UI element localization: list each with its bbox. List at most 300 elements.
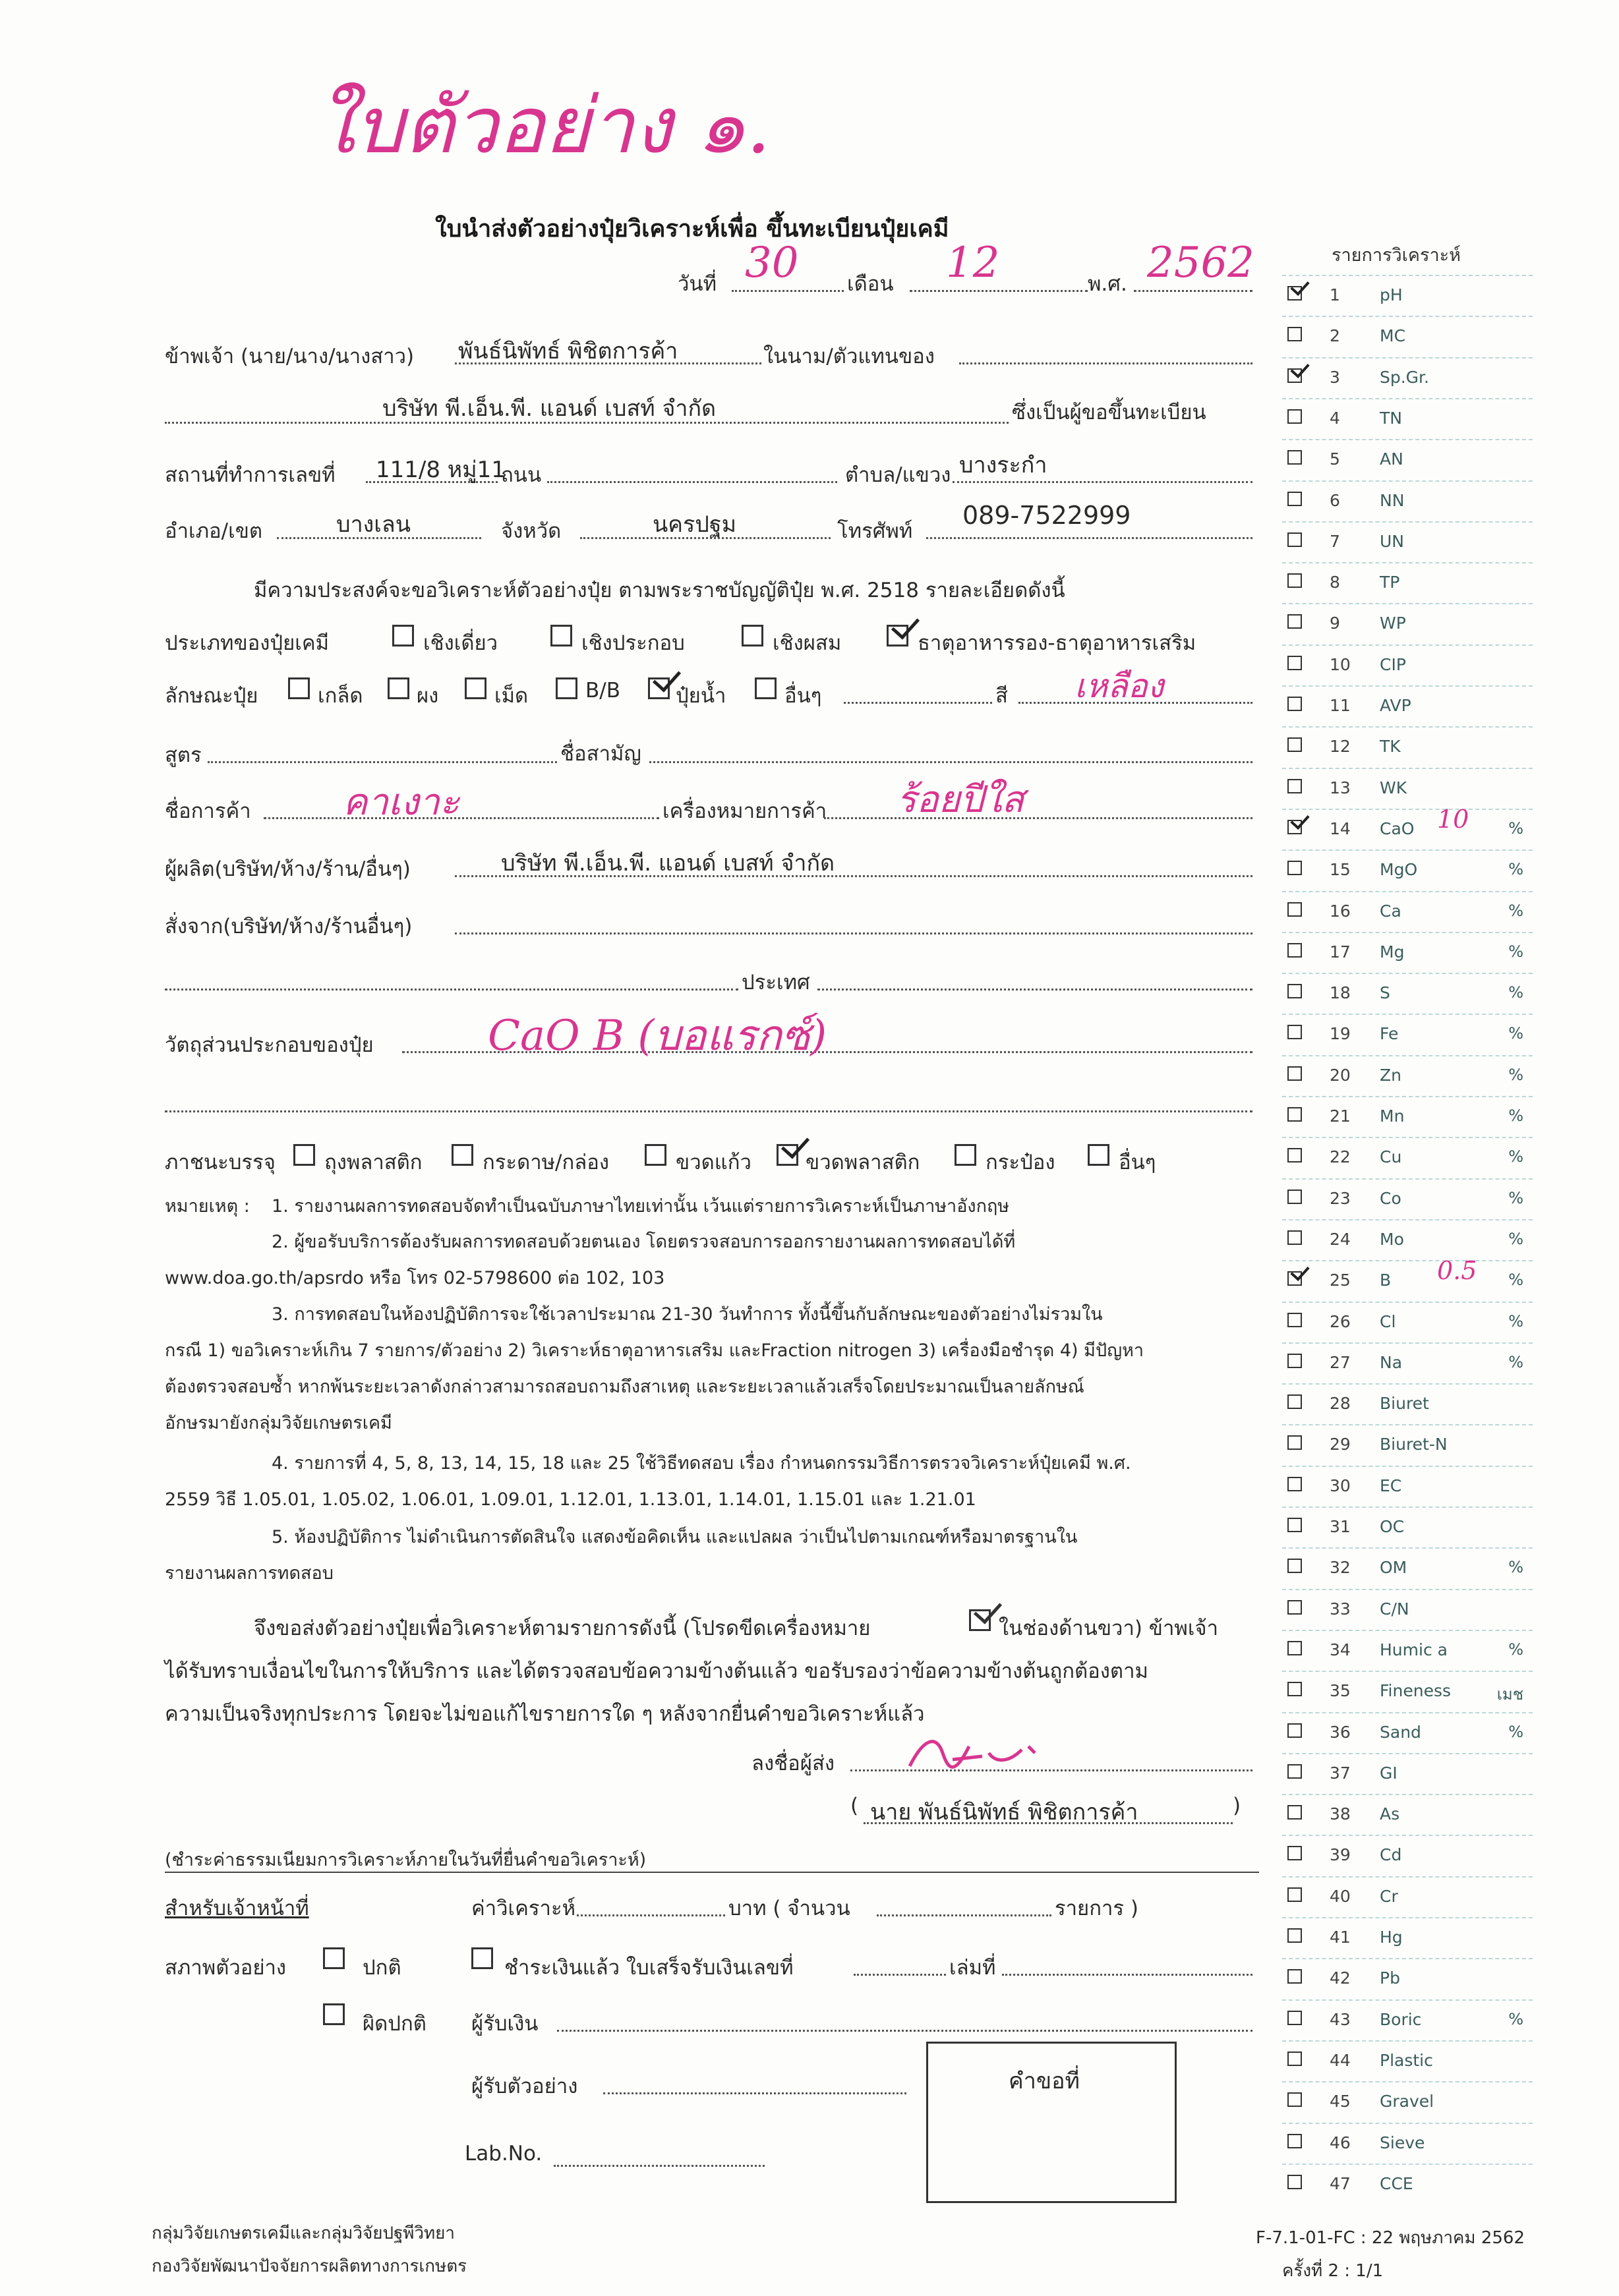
analysis-item-number: 41 [1330,1928,1351,1947]
analysis-item-unit: % [1508,1229,1523,1248]
applicant-name[interactable]: พันธ์นิพัทธ์ พิชิตการค้า [458,338,678,364]
analysis-item-number: 4 [1330,408,1340,428]
trademark-label: เครื่องหมายการค้า [662,799,827,823]
analysis-item-number: 40 [1330,1886,1351,1906]
signature-label: ลงชื่อผู้ส่ง [751,1752,835,1775]
analysis-item-unit: % [1508,983,1523,1002]
fee-label: ค่าวิเคราะห์ [471,1897,576,1920]
analysis-item[interactable] [1282,398,1533,440]
analysis-checkbox[interactable] [1287,2092,1302,2107]
paid-checkbox[interactable] [471,1947,493,1969]
analysis-item-label: Plastic [1380,2050,1433,2070]
analysis-item-number: 8 [1330,573,1340,592]
analysis-checkbox[interactable] [1287,2052,1302,2066]
analysis-item[interactable] [1282,1014,1533,1056]
analysis-checkbox[interactable] [1287,409,1302,424]
analysis-item[interactable] [1282,1256,1533,1302]
analysis-checkbox[interactable] [1287,697,1302,711]
district-label: อำเภอ/เขต [165,519,263,543]
analysis-item-unit: % [1508,1311,1523,1331]
analysis-item-label: pH [1380,285,1403,304]
condition-abnormal-checkbox[interactable] [323,2003,345,2025]
form-granule-label: เม็ด [494,684,529,708]
analysis-item-unit: % [1508,901,1523,920]
note-1: 1. รายงานผลการทดสอบจัดทำเป็นฉบับภาษาไทยเท่านั้น เว้นแต่รายการวิเคราะห์เป็นภาษาอังกฤษ [272,1196,1010,1217]
applicant-company[interactable]: บริษัท พี.เอ็น.พี. แอนด์ เบสท์ จำกัด [382,395,717,422]
analysis-item-unit: % [1508,2009,1523,2028]
analysis-item-number: 45 [1330,2092,1351,2111]
analysis-checkbox[interactable] [1287,2175,1302,2189]
analysis-checkbox[interactable] [1287,656,1302,670]
analysis-item-label: AN [1380,449,1403,469]
signature-close-paren: ) [1233,1794,1241,1818]
analysis-checkbox[interactable] [1287,820,1302,834]
analysis-item-number: 22 [1330,1147,1351,1167]
analysis-checkbox[interactable] [1287,1271,1302,1286]
analysis-checkbox[interactable] [1287,1600,1302,1615]
analysis-item-label: Humic a [1380,1640,1448,1659]
request-no-label: คำขอที่ [1009,2068,1080,2094]
district-value[interactable]: บางเลน [336,511,411,538]
analysis-item-number: 26 [1330,1311,1351,1331]
analysis-item[interactable] [1282,1137,1533,1179]
analysis-item-label: AVP [1380,696,1411,715]
analysis-checkbox[interactable] [1287,327,1302,341]
analysis-item[interactable] [1282,275,1533,317]
analysis-item-number: 27 [1330,1352,1351,1372]
footer-org-1: กลุ่มวิจัยเกษตรเคมีและกลุ่มวิจัยปฐพีวิทยา [152,2224,456,2243]
date-day-label: วันที่ [678,272,717,296]
analysis-item[interactable] [1282,1342,1533,1385]
analysis-item-number: 37 [1330,1763,1351,1783]
analysis-item-label: TK [1380,737,1401,757]
analysis-item-label: OC [1380,1517,1405,1536]
trademark-value[interactable]: ร้อยปีใส [897,778,1024,821]
analysis-item-label: CCE [1380,2173,1413,2193]
analysis-item-label: As [1380,1804,1400,1824]
check-mark-icon [1290,276,1309,296]
analysis-item-number: 2 [1330,326,1340,346]
pack-can-label: กระป๋อง [986,1151,1055,1174]
analysis-item-unit: % [1508,1352,1523,1371]
analysis-item[interactable] [1282,1630,1533,1672]
note-5a: 5. ห้องปฏิบัติการ ไม่ดำเนินการตัดสินใจ แสดงข้อคิดเห็น และแปลผล ว่าเป็นไปตามเกณฑ์หรือมาตรฐานใน [272,1527,1078,1547]
analysis-checkbox[interactable] [1287,984,1302,998]
pack-glass-bottle-label: ขวดแก้ว [676,1151,751,1174]
analysis-item[interactable] [1282,1999,1533,2042]
analysis-panel [1282,234,1533,2204]
analysis-item[interactable] [1282,2040,1533,2082]
analysis-checkbox[interactable] [1287,1846,1302,1860]
trade-name-value[interactable]: คาเงาะ [343,781,459,824]
analysis-item[interactable] [1282,685,1533,728]
analysis-item[interactable] [1282,1917,1533,1959]
analysis-item-number: 5 [1330,449,1340,469]
analysis-item-number: 24 [1330,1229,1351,1249]
ordered-from-label: สั่งจาก(บริษัท/ห้าง/ร้านอื่นๆ) [165,915,413,938]
sample-receiver-label: ผู้รับตัวอย่าง [471,2075,578,2098]
officer-heading: สำหรับเจ้าหน้าที่ [165,1897,309,1920]
note-2b: www.doa.go.th/apsrdo หรือ โทร 02-5798600 ต่อ 102, 103 [165,1268,665,1288]
analysis-item[interactable] [1282,932,1533,974]
on-behalf-label: ในนาม/ตัวแทนของ [763,345,935,368]
baht-label: บาท ( จำนวน [728,1897,850,1920]
analysis-item-label: Zn [1380,1065,1401,1085]
analysis-checkbox[interactable] [1287,737,1302,752]
analysis-item-number: 9 [1330,614,1340,633]
type-compound-label: เชิงประกอบ [581,631,685,655]
analysis-item-number: 47 [1330,2173,1351,2193]
analysis-item-label: Pb [1380,1968,1400,1988]
analysis-item-label: MgO [1380,860,1418,880]
analysis-item-number: 46 [1330,2133,1351,2152]
pack-paper-box-label: กระดาษ/กล่อง [483,1151,610,1174]
analysis-item-number: 38 [1330,1804,1351,1824]
form-bb-label: B/B [585,679,620,703]
pack-other-checkbox[interactable] [1088,1144,1109,1166]
signature-name[interactable]: นาย พันธ์นิพัทธ์ พิชิตการค้า [870,1799,1138,1825]
subdistrict-label: ตำบล/แขวง [845,463,951,487]
road-label: ถนน [501,463,542,487]
analysis-item-unit: % [1508,1147,1523,1166]
analysis-item-number: 15 [1330,860,1351,880]
declaration-example-checkbox [969,1609,991,1631]
analysis-item-number: 11 [1330,696,1351,715]
analysis-item[interactable] [1282,521,1533,563]
analysis-checkbox[interactable] [1287,1066,1302,1081]
analysis-checkbox[interactable] [1287,1805,1302,1820]
ingredients-label: วัตถุส่วนประกอบของปุ๋ย [165,1033,374,1057]
analysis-item-number: 44 [1330,2050,1351,2070]
analysis-checkbox[interactable] [1287,1190,1302,1204]
analysis-checkbox[interactable] [1287,1887,1302,1902]
paid-label: ชำระเงินแล้ว ใบเสร็จรับเงินเลขที่ [504,1956,794,1980]
common-name-label: ชื่อสามัญ [560,742,641,766]
analysis-checkbox[interactable] [1287,1435,1302,1450]
analysis-item[interactable] [1282,849,1533,892]
analysis-item-number: 16 [1330,901,1351,921]
place-value[interactable]: 111/8 หมู่11 [376,457,506,483]
fee-note: (ชำระค่าธรรมเนียมการวิเคราะห์ภายในวันที่ยื่นคำขอวิเคราะห์) [165,1850,647,1870]
book-label: เล่มที่ [949,1956,996,1980]
analysis-item-number: 23 [1330,1188,1351,1208]
analysis-item-unit: % [1508,818,1523,838]
packaging-label: ภาชนะบรรจุ [165,1151,276,1174]
analysis-item[interactable] [1282,1507,1533,1549]
analysis-item[interactable] [1282,973,1533,1015]
analysis-item-label: Fe [1380,1024,1399,1044]
analysis-item-label: Fineness [1380,1681,1452,1701]
check-mark-icon [1290,1261,1309,1281]
notes-label: หมายเหตุ : [165,1196,250,1217]
analysis-item-number: 28 [1330,1394,1351,1414]
analysis-item-label: Sieve [1380,2133,1425,2152]
pack-plastic-bottle-label: ขวดพลาสติก [806,1151,920,1174]
analysis-checkbox[interactable] [1287,943,1302,958]
analysis-item-label: Cr [1380,1886,1398,1906]
analysis-item[interactable] [1282,1958,1533,2000]
analysis-item[interactable] [1282,1178,1533,1220]
analysis-item-unit: % [1508,942,1523,961]
analysis-checkbox[interactable] [1287,1107,1302,1122]
analysis-item[interactable] [1282,804,1533,851]
color-label: สี [995,684,1008,708]
analysis-checkbox[interactable] [1287,1641,1302,1655]
analysis-checkbox[interactable] [1287,1354,1302,1368]
analysis-item[interactable] [1282,1671,1533,1713]
analysis-checkbox[interactable] [1287,368,1302,383]
analysis-item-label: Gravel [1380,2092,1434,2111]
analysis-item[interactable] [1282,726,1533,768]
analysis-item-unit: % [1508,1106,1523,1125]
analysis-item-label: Ca [1380,901,1401,921]
analysis-item-number: 39 [1330,1845,1351,1865]
province-label: จังหวัด [501,519,562,543]
note-3a: 3. การทดสอบในห้องปฏิบัติการจะใช้เวลาประมาณ 21-30 วันทำการ ทั้งนี้ขึ้นกับลักษณะของตัวอย่างไม่รวมใน [272,1304,1103,1325]
manufacturer-label: ผู้ผลิต(บริษัท/ห้าง/ร้าน/อื่นๆ) [165,857,411,881]
form-granule-checkbox[interactable] [465,677,486,699]
analysis-checkbox[interactable] [1287,1969,1302,1984]
condition-normal-checkbox[interactable] [323,1947,345,1969]
analysis-checkbox[interactable] [1287,2134,1302,2148]
analysis-item[interactable] [1282,1712,1533,1754]
analysis-item[interactable] [1282,2081,1533,2123]
analysis-item-number: 3 [1330,367,1340,387]
analysis-item-value[interactable]: 0.5 [1437,1256,1477,1286]
declaration-p2: ได้รับทราบเงื่อนไขในการให้บริการ และได้ตรวจสอบข้อความข้างต้นแล้ว ขอรับรองว่าข้อความข้างต้นถูกต้องตาม [165,1659,1148,1683]
analysis-item[interactable] [1282,1424,1533,1466]
analysis-item-unit: % [1508,1188,1523,1207]
analysis-item-label: MC [1380,326,1406,346]
analysis-checkbox[interactable] [1287,450,1302,465]
note-5b: รายงานผลการทดสอบ [165,1563,334,1584]
type-single-checkbox[interactable] [392,625,414,646]
analysis-checkbox[interactable] [1287,532,1302,547]
analysis-item-label: S [1380,983,1390,1003]
analysis-checkbox[interactable] [1287,1394,1302,1409]
analysis-item[interactable] [1282,1876,1533,1918]
analysis-item-number: 33 [1330,1599,1351,1619]
analysis-item-label: Cl [1380,1311,1396,1331]
analysis-item-label: TP [1380,573,1400,592]
form-code: F-7.1-01-FC : 22 พฤษภาคม 2562 [1256,2228,1525,2248]
analysis-item-label: NN [1380,490,1405,510]
form-powder-checkbox[interactable] [388,677,409,699]
analysis-item-unit: % [1508,1558,1523,1577]
analysis-item[interactable] [1282,2123,1533,2165]
analysis-item-number: 6 [1330,490,1340,510]
analysis-checkbox[interactable] [1287,286,1302,301]
analysis-checkbox[interactable] [1287,1559,1302,1573]
declaration-p1: จึงขอส่งตัวอย่างปุ๋ยเพื่อวิเคราะห์ตามรายการดังนี้ (โปรดขีดเครื่องหมาย [254,1617,871,1640]
type-mixed-label: เชิงผสม [773,631,842,655]
analysis-checkbox[interactable] [1287,1723,1302,1738]
condition-abnormal-label: ผิดปกติ [363,2012,427,2036]
analysis-item-number: 19 [1330,1024,1351,1044]
analysis-item-unit: เมช [1496,1685,1523,1704]
analysis-checkbox[interactable] [1287,573,1302,588]
analysis-checkbox[interactable] [1287,1477,1302,1491]
analysis-item-number: 1 [1330,285,1340,304]
analysis-item[interactable] [1282,891,1533,933]
color-value[interactable]: เหลือง [1074,667,1164,705]
analysis-item[interactable] [1282,439,1533,481]
analysis-item-number: 20 [1330,1065,1351,1085]
analysis-checkbox[interactable] [1287,1230,1302,1245]
analysis-item-number: 13 [1330,778,1351,797]
analysis-checkbox[interactable] [1287,1313,1302,1327]
analysis-checkbox[interactable] [1287,861,1302,875]
analysis-checkbox[interactable] [1287,2011,1302,2025]
manufacturer-value[interactable]: บริษัท พี.เอ็น.พี. แอนด์ เบสท์ จำกัด [501,850,835,876]
check-mark-icon [1290,359,1309,378]
analysis-item-label: CIP [1380,654,1406,674]
analysis-item-label: TN [1380,408,1402,428]
analysis-item[interactable] [1282,1466,1533,1508]
analysis-item[interactable] [1282,480,1533,523]
analysis-checkbox[interactable] [1287,1025,1302,1039]
analysis-item-label: Cu [1380,1147,1402,1167]
analysis-item-number: 30 [1330,1476,1351,1495]
declaration-p1b: ในช่องด้านขวา) ข้าพเจ้า [999,1617,1219,1640]
date-day[interactable]: 30 [745,239,799,287]
analysis-checkbox[interactable] [1287,492,1302,506]
pack-paper-box-checkbox[interactable] [452,1144,473,1166]
analysis-item[interactable] [1282,1055,1533,1097]
analysis-item[interactable] [1282,2164,1533,2206]
analysis-item-label: C/N [1380,1599,1409,1619]
note-4b: 2559 วิธี 1.05.01, 1.05.02, 1.06.01, 1.09.01, 1.12.01, 1.13.01, 1.14.01, 1.15.01 และ 1.21.01 [165,1489,976,1510]
analysis-item[interactable] [1282,316,1533,358]
type-mixed-checkbox[interactable] [742,625,763,646]
analysis-item-unit: % [1508,1024,1523,1043]
applicant-name-label: ข้าพเจ้า (นาย/นาง/นางสาว) [165,345,415,368]
analysis-item-label: OM [1380,1558,1407,1578]
analysis-item[interactable] [1282,1794,1533,1836]
pack-plastic-bag-checkbox[interactable] [293,1144,315,1166]
note-3b: กรณี 1) ขอวิเคราะห์เกิน 7 รายการ/ตัวอย่าง 2) วิเคราะห์ธาตุอาหารเสริม และFraction nitrogen 3) เครื่องมือชำรุด 4) มีปัญหา [165,1340,1144,1361]
analysis-item-number: 34 [1330,1640,1351,1659]
date-year-label: พ.ศ. [1088,272,1127,296]
analysis-item[interactable] [1282,562,1533,604]
analysis-item-label: Cd [1380,1845,1402,1865]
analysis-item-number: 14 [1330,818,1351,838]
analysis-item[interactable] [1282,1302,1533,1344]
analysis-item-number: 25 [1330,1271,1351,1290]
type-compound-checkbox[interactable] [550,625,572,646]
analysis-item-unit: % [1508,1271,1523,1290]
footer-org-2: กองวิจัยพัฒนาปัจจัยการผลิตทางการเกษตร [152,2256,467,2276]
analysis-item-label: Mo [1380,1229,1404,1249]
analysis-checkbox[interactable] [1287,779,1302,793]
phone-value[interactable]: 089-7522999 [962,501,1131,530]
form-other-label: อื่นๆ [784,684,822,708]
country-label: ประเทศ [742,971,810,994]
analysis-item-number: 10 [1330,654,1351,674]
form-other-checkbox[interactable] [755,677,777,699]
signature-scribble [897,1727,1042,1779]
analysis-item-value[interactable]: 10 [1437,804,1469,834]
items-label: รายการ ) [1055,1897,1138,1920]
analysis-item-label: Hg [1380,1928,1403,1947]
signature-open-paren: ( [850,1794,859,1818]
analysis-item[interactable] [1282,1547,1533,1590]
analysis-item[interactable] [1282,603,1533,645]
pack-other-label: อื่นๆ [1119,1151,1156,1174]
analysis-item[interactable] [1282,1753,1533,1795]
analysis-checkbox[interactable] [1287,1928,1302,1943]
condition-normal-label: ปกติ [363,1956,401,1980]
analysis-checkbox[interactable] [1287,1764,1302,1779]
pack-plastic-bag-label: ถุงพลาสติก [324,1151,423,1174]
analysis-item-number: 7 [1330,531,1340,551]
analysis-panel-title: รายการวิเคราะห์ [1332,245,1461,266]
ingredients-value[interactable]: CaO B (บอแรกซ์) [488,1012,827,1060]
analysis-item-label: Boric [1380,2009,1422,2029]
pack-can-checkbox[interactable] [955,1144,976,1166]
subdistrict-value[interactable]: บางระกำ [959,452,1047,478]
analysis-checkbox[interactable] [1287,614,1302,629]
phone-label: โทรศัพท์ [837,519,913,543]
type-secondary-checkbox[interactable] [887,625,908,646]
analysis-item-label: Co [1380,1188,1401,1208]
analysis-checkbox[interactable] [1287,1682,1302,1696]
date-year[interactable]: 2562 [1147,239,1254,287]
analysis-item[interactable] [1282,357,1533,399]
analysis-item-label: WP [1380,614,1406,633]
formula-label: สูตร [165,743,202,767]
analysis-checkbox[interactable] [1287,902,1302,917]
province-value[interactable]: นครปฐม [653,511,737,538]
registrant-label: ซึ่งเป็นผู้ขอขึ้นทะเบียน [1012,401,1206,424]
analysis-item[interactable] [1282,1096,1533,1138]
form-title: ใบนำส่งตัวอย่างปุ๋ยวิเคราะห์เพื่อ ขึ้นทะเบียนปุ๋ยเคมี [435,215,949,243]
form-bb-checkbox[interactable] [556,677,577,699]
analysis-item-number: 43 [1330,2009,1351,2029]
analysis-item[interactable] [1282,1219,1533,1261]
date-month-label: เดือน [847,272,894,296]
analysis-checkbox[interactable] [1287,1518,1302,1532]
analysis-item-number: 32 [1330,1558,1351,1578]
form-flake-label: เกล็ด [318,684,363,708]
analysis-checkbox[interactable] [1287,1148,1302,1162]
pack-plastic-bottle-checkbox[interactable] [777,1144,798,1166]
type-single-label: เชิงเดี่ยว [423,631,498,655]
intent-text: มีความประสงค์จะขอวิเคราะห์ตัวอย่างปุ๋ย ตามพระราชบัญญัติปุ๋ย พ.ศ. 2518 รายละเอียดดังนี้ [254,579,1065,602]
analysis-item[interactable] [1282,768,1533,810]
analysis-item[interactable] [1282,1589,1533,1631]
analysis-item[interactable] [1282,1383,1533,1425]
analysis-item-label: CaO [1380,818,1415,838]
pack-glass-bottle-checkbox[interactable] [645,1144,666,1166]
form-liquid-checkbox[interactable] [648,677,670,699]
date-month[interactable]: 12 [946,239,1000,287]
analysis-item-label: Mg [1380,942,1405,961]
analysis-item-number: 17 [1330,942,1351,961]
note-3d: อักษรมายังกลุ่มวิจัยเกษตรเคมี [165,1413,392,1433]
form-revision: ครั้งที่ 2 : 1/1 [1282,2261,1384,2281]
handwritten-header: ใบตัวอย่าง ๑. [316,80,771,171]
analysis-item[interactable] [1282,1835,1533,1877]
analysis-item[interactable] [1282,645,1533,687]
analysis-item-label: Sp.Gr. [1380,367,1429,387]
analysis-item-label: Mn [1380,1106,1405,1126]
type-secondary-label: ธาตุอาหารรอง-ธาตุอาหารเสริม [918,631,1196,655]
analysis-item-number: 29 [1330,1435,1351,1454]
form-flake-checkbox[interactable] [288,677,310,699]
check-mark-icon [1290,810,1309,830]
lab-no-label: Lab.No. [465,2142,543,2166]
